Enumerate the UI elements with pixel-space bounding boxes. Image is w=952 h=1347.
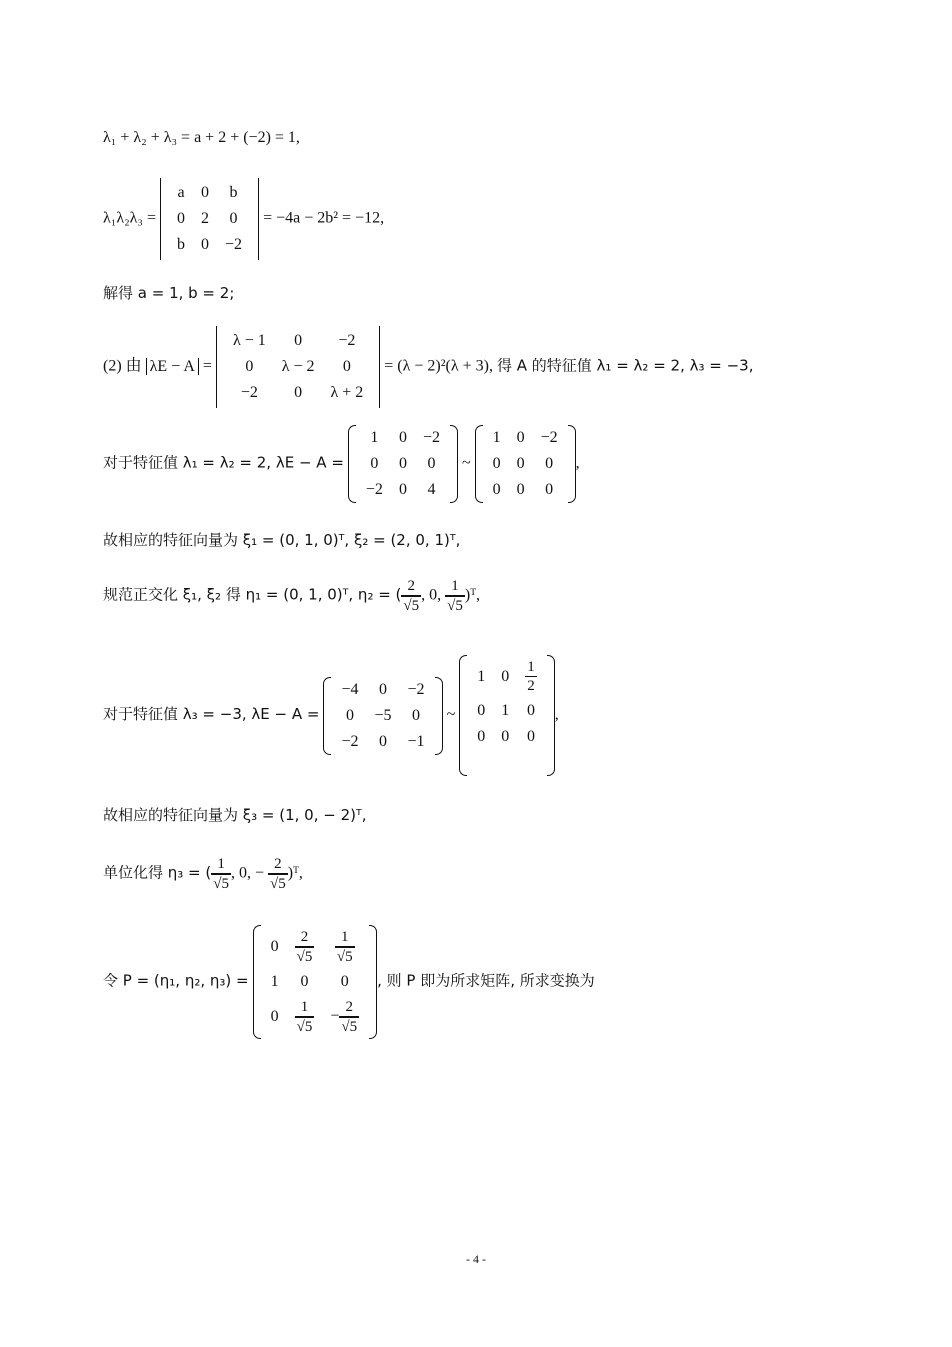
mat2a-row: [333, 677, 432, 703]
eigenvalue-product-line: [103, 178, 384, 260]
eigenvectors-line-1: [103, 530, 460, 551]
matrix-p-grid: [263, 925, 368, 1039]
mat2a-cell: −1: [407, 732, 425, 750]
comma-2: ,: [554, 706, 559, 724]
matrix-1a-grid: [358, 425, 448, 503]
determinant-2: [216, 326, 380, 408]
det1-cell: 0: [201, 236, 210, 253]
det2-cell: λ − 2: [281, 358, 315, 375]
matrix-2a: [323, 677, 442, 755]
det1-cell: 0: [201, 184, 210, 201]
mat1b-cell: 0: [492, 455, 501, 472]
normalize-line: [103, 855, 303, 893]
matP-cell: 0: [270, 1008, 279, 1025]
mat2b-cell: 0: [477, 702, 486, 719]
matP-cell: 0: [300, 973, 309, 990]
fraction-1-over-sqrt5-b: $\frac{1}{√5}$: [213, 856, 229, 892]
matrix-1b-grid: [485, 425, 566, 503]
det1-cell: b: [177, 236, 186, 253]
mat1a-cell: 0: [398, 481, 407, 498]
det2-cell: 0: [245, 358, 254, 375]
det1-cell: −2: [225, 236, 243, 253]
matP-cell: − $\frac{2}{√5}$: [330, 999, 358, 1035]
det2-cell: 0: [342, 358, 351, 375]
abs-lambda-e-minus-a: λE − A: [146, 358, 199, 375]
mat1a-row: [358, 425, 448, 451]
mat1b-cell: −2: [540, 429, 558, 446]
mat1b-cell: 0: [545, 481, 554, 498]
mat2b-cell: 0: [526, 702, 535, 719]
mat1a-cell: −2: [422, 429, 440, 446]
orthonormalize-line: [103, 577, 480, 615]
mat1a-cell: 0: [398, 455, 407, 472]
mat2a-cell: −5: [374, 706, 392, 724]
mat2a-cell: 0: [412, 706, 421, 724]
matP-cell: $\frac{1}{√5}$: [336, 929, 353, 965]
orthonormalize-mid: , 0,: [421, 586, 442, 604]
mat1b-cell: 0: [516, 429, 525, 446]
det2-cell: −2: [240, 384, 258, 401]
det1-cell: 0: [229, 210, 238, 227]
mat1a-cell: 0: [427, 455, 436, 472]
det2-cell: λ + 2: [330, 384, 364, 401]
det1-row: [169, 206, 250, 232]
mat1a-cell: 1: [370, 429, 379, 446]
product-lhs: λ₁λ₂λ₃ =: [103, 209, 157, 227]
solution-line: [103, 283, 234, 304]
mat1a-cell: −2: [365, 481, 383, 498]
det1-row: [169, 180, 250, 206]
row-equivalent-sign-2: ~: [446, 706, 456, 724]
mat2b-cell: 0: [477, 728, 486, 745]
matrix-2b-grid: [469, 655, 545, 776]
mat2b-cell: 1: [477, 667, 486, 685]
matP-row: [263, 969, 368, 995]
mat2a-cell: −4: [341, 680, 359, 698]
det1-cell: 0: [177, 210, 186, 227]
mat1b-cell: 0: [492, 481, 501, 498]
matP-row: [263, 995, 368, 1039]
det2-row: [225, 328, 371, 354]
determinant-2-grid: [225, 328, 371, 406]
mat1a-cell: 0: [370, 455, 379, 472]
mat1a-cell: 4: [427, 481, 436, 498]
eigenspace-2-line: [103, 425, 580, 503]
solution-text: 解得 a = 1, b = 2;: [103, 284, 235, 302]
product-rhs: = −4a − 2b² = −12,: [263, 209, 385, 227]
matrix-1a: [348, 425, 458, 503]
mat1b-cell: 0: [516, 481, 525, 498]
mat2b-cell: [469, 750, 493, 776]
mat1b-row: [485, 477, 566, 503]
det2-cell: λ − 1: [232, 332, 266, 349]
page-number: - 4 -: [466, 1252, 486, 1266]
matrix-1b: [475, 425, 576, 503]
matrix-p: [253, 925, 378, 1039]
det1-cell: 2: [201, 210, 210, 227]
row-equivalent-sign: ~: [461, 454, 471, 472]
matrix-p-prefix: 令 P = (η₁, η₂, η₃) =: [103, 971, 249, 990]
det1-cell: b: [229, 184, 238, 201]
mat2b-row: [469, 655, 545, 698]
matP-cell: 0: [340, 973, 349, 990]
mat2b-row: [469, 698, 545, 724]
eigenspace-3-line: [103, 655, 559, 776]
det1-row: [169, 232, 250, 258]
eigenvectors-line-2: [103, 805, 367, 826]
mat1a-cell: 0: [398, 429, 407, 446]
mat2a-row: [333, 729, 432, 755]
matrix-2a-grid: [333, 677, 432, 755]
eigenvectors-text-2: 故相应的特征向量为 ξ₃ = (1, 0, − 2)ᵀ,: [103, 806, 367, 824]
mat1b-cell: 1: [492, 429, 501, 446]
determinant-1: [160, 178, 259, 260]
det1-cell: a: [177, 184, 185, 201]
mat1b-cell: 0: [516, 455, 525, 472]
det2-cell: 0: [294, 384, 303, 401]
eigenvalue-sum-line: λ₁ + λ₂ + λ₃ = a + 2 + (−2) = 1,: [103, 129, 300, 146]
mat2a-cell: 0: [379, 680, 388, 698]
mat1a-row: [358, 451, 448, 477]
mat1a-row: [358, 477, 448, 503]
mat2b-cell: [493, 750, 517, 776]
mat2a-cell: −2: [407, 680, 425, 698]
eigenspace-3-prefix: 对于特征值 λ₃ = −3, λE − A =: [103, 705, 320, 724]
normalize-prefix: 单位化得 η₃ = (: [103, 863, 212, 882]
det2-cell: −2: [338, 332, 356, 349]
mat2a-cell: 0: [345, 706, 354, 724]
char-poly-result: = (λ − 2)²(λ + 3),: [384, 357, 493, 375]
normalize-mid: , 0, −: [230, 864, 265, 882]
mat1b-row: [485, 451, 566, 477]
mat2b-cell: 1: [501, 702, 510, 719]
mat1b-row: [485, 425, 566, 451]
fraction-2-over-sqrt5-b: $\frac{2}{√5}$: [270, 856, 286, 892]
eigenspace-2-prefix: 对于特征值 λ₁ = λ₂ = 2, λE − A =: [103, 453, 344, 472]
det2-row: [225, 354, 371, 380]
matrix-p-line: [103, 925, 595, 1039]
mat2b-cell: [517, 750, 545, 776]
orthonormalize-end: )ᵀ,: [464, 586, 481, 604]
mat2a-cell: 0: [379, 732, 388, 750]
mat2b-cell: 0: [501, 667, 510, 685]
orthonormalize-prefix: 规范正交化 ξ₁, ξ₂ 得 η₁ = (0, 1, 0)ᵀ, η₂ = (: [103, 585, 402, 604]
mat2b-cell: $\frac{1}{2}$: [527, 659, 535, 694]
matP-cell: 0: [270, 938, 279, 955]
eigenvalues-text: 得 A 的特征值 λ₁ = λ₂ = 2, λ₃ = −3,: [496, 356, 754, 375]
mat1b-cell: 0: [545, 455, 554, 472]
mat2b-row: [469, 724, 545, 750]
matrix-2b: [459, 655, 555, 776]
fraction-1-over-sqrt5: $\frac{1}{√5}$: [447, 578, 463, 614]
normalize-end: )ᵀ,: [287, 864, 303, 882]
mat2b-cell: 0: [526, 728, 535, 745]
mat2b-cell: 0: [501, 728, 510, 745]
eigenvectors-text-1: 故相应的特征向量为 ξ₁ = (0, 1, 0)ᵀ, ξ₂ = (2, 0, 1)ᵀ,: [103, 531, 461, 549]
part-2-prefix: (2) 由: [103, 357, 142, 375]
mat2a-row: [333, 703, 432, 729]
matP-cell: 1: [270, 973, 279, 990]
det2-row: [225, 380, 371, 406]
mat2b-row: [469, 750, 545, 776]
matP-cell: $\frac{1}{√5}$: [296, 999, 313, 1035]
mat2a-cell: −2: [341, 732, 359, 750]
fraction-2-over-sqrt5: $\frac{2}{√5}$: [403, 578, 420, 614]
characteristic-poly-line: (2) 由 λE − A = λ − 1 0 −2 0 λ − 2 0 −2 0 λ + 2 = (λ − 2)²(λ + 3), 得 A 的特征值 λ₁ = λ₂ = 2, λ₃ = −3,: [103, 326, 754, 408]
matP-cell: $\frac{2}{√5}$: [296, 929, 313, 965]
determinant-1-grid: [169, 180, 250, 258]
matrix-p-suffix: , 则 P 即为所求矩阵, 所求变换为: [377, 971, 595, 990]
comma: ,: [575, 454, 580, 472]
det2-cell: 0: [294, 332, 303, 349]
matP-row: [263, 925, 368, 969]
